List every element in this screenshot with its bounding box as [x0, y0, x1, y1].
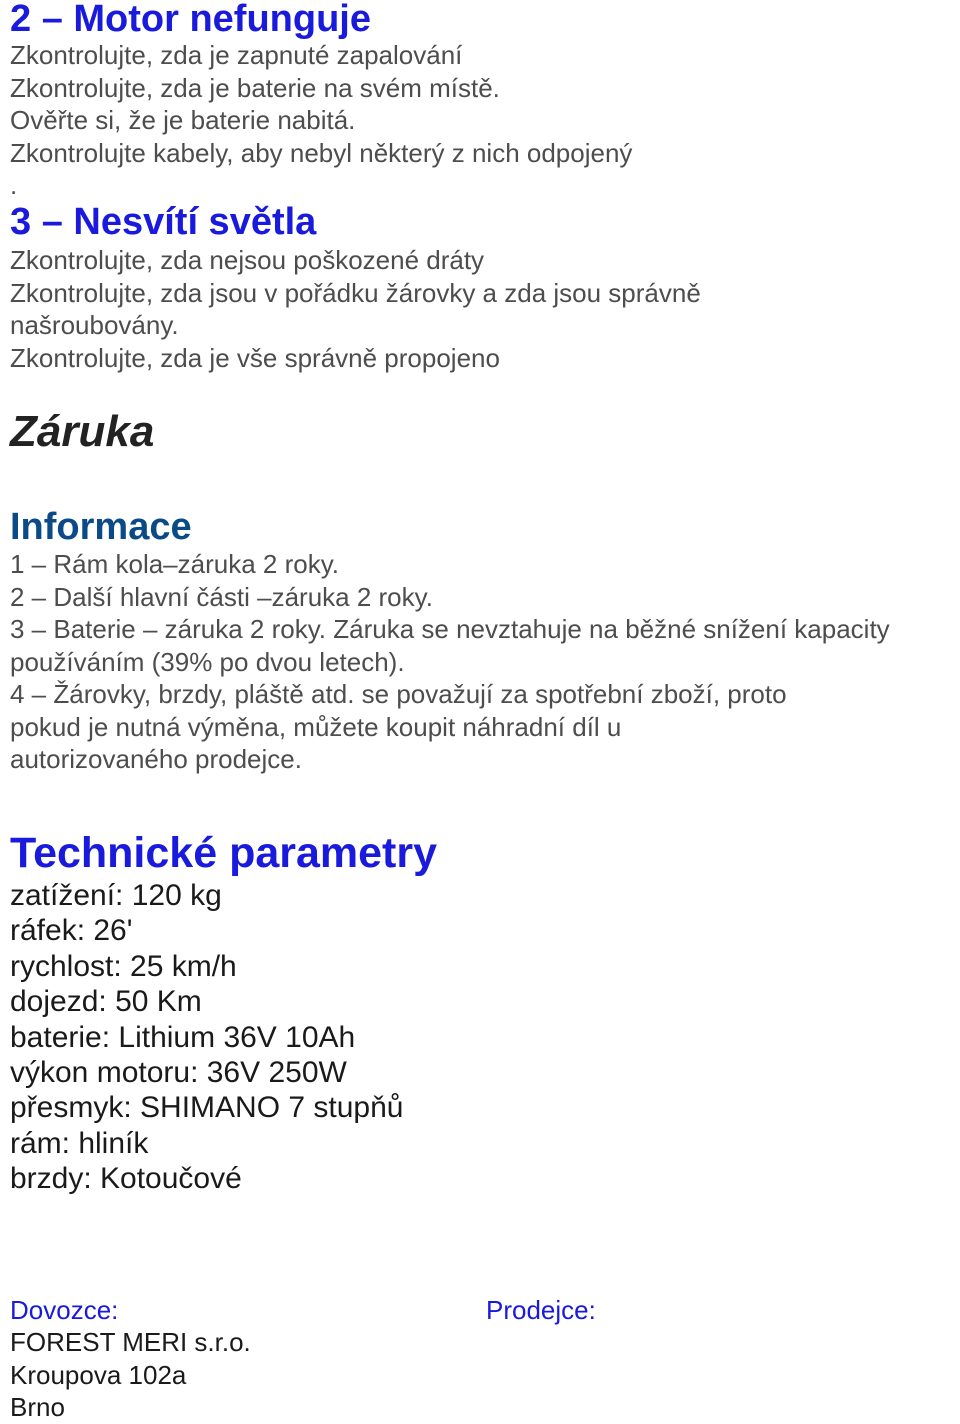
spec-item: dojezd: 50 Km [10, 985, 202, 1019]
list-item: Ověřte si, že je baterie nabitá. [10, 105, 356, 135]
list-item: používáním (39% po dvou letech). [10, 646, 405, 677]
list-item: 4 – Žárovky, brzdy, pláště atd. se považují za spotřební zboží, proto [10, 679, 787, 709]
importer-address [10, 1326, 251, 1424]
spec-item: výkon motoru: 36V 250W [10, 1056, 347, 1090]
warranty-info-heading: Informace [10, 506, 192, 548]
tech-spec-list [10, 878, 403, 1197]
spec-item: ráfek: 26' [10, 914, 133, 948]
warranty-list [10, 548, 890, 776]
street-address: Kroupova 102a [10, 1359, 187, 1390]
list-item: Zkontrolujte, zda je baterie na svém místě. [10, 72, 500, 103]
importer-label: Dovozce: [10, 1295, 119, 1325]
list-item: autorizovaného prodejce. [10, 744, 302, 774]
warranty-title: Záruka [10, 407, 155, 456]
list-item: Zkontrolujte, zda jsou v pořádku žárovky a zda jsou správně [10, 277, 701, 308]
spec-item: rám: hliník [10, 1126, 149, 1160]
section-lights-heading: 3 – Nesvítí světla [10, 201, 317, 243]
section-lights-list [10, 244, 701, 374]
list-item: Zkontrolujte, zda je vše správně propojeno [10, 342, 500, 373]
list-item: 1 – Rám kola–záruka 2 roky. [10, 549, 339, 579]
seller-label: Prodejce: [486, 1295, 596, 1325]
list-item: 3 – Baterie – záruka 2 roky. Záruka se nevztahuje na běžné snížení kapacity [10, 614, 890, 644]
list-item: našroubovány. [10, 310, 179, 340]
list-item: Zkontrolujte kabely, aby nebyl některý z nich odpojený [10, 137, 633, 168]
company-name: FOREST MERI s.r.o. [10, 1327, 251, 1357]
section-motor-heading: 2 – Motor nefunguje [10, 0, 371, 40]
list-item: . [10, 170, 18, 200]
spec-item: rychlost: 25 km/h [10, 949, 237, 983]
spec-item: zatížení: 120 kg [10, 879, 222, 912]
list-item: Zkontrolujte, zda nejsou poškozené dráty [10, 245, 485, 275]
tech-heading: Technické parametry [10, 829, 438, 877]
list-item: 2 – Další hlavní části –záruka 2 roky. [10, 581, 433, 612]
spec-item: brzdy: Kotoučové [10, 1162, 242, 1196]
section-motor-list [10, 39, 632, 202]
spec-item: baterie: Lithium 36V 10Ah [10, 1020, 356, 1054]
city: Brno [10, 1392, 65, 1422]
spec-item: přesmyk: SHIMANO 7 stupňů [10, 1091, 404, 1125]
list-item: Zkontrolujte, zda je zapnuté zapalování [10, 40, 463, 70]
list-item: pokud je nutná výměna, můžete koupit náhradní díl u [10, 711, 622, 742]
